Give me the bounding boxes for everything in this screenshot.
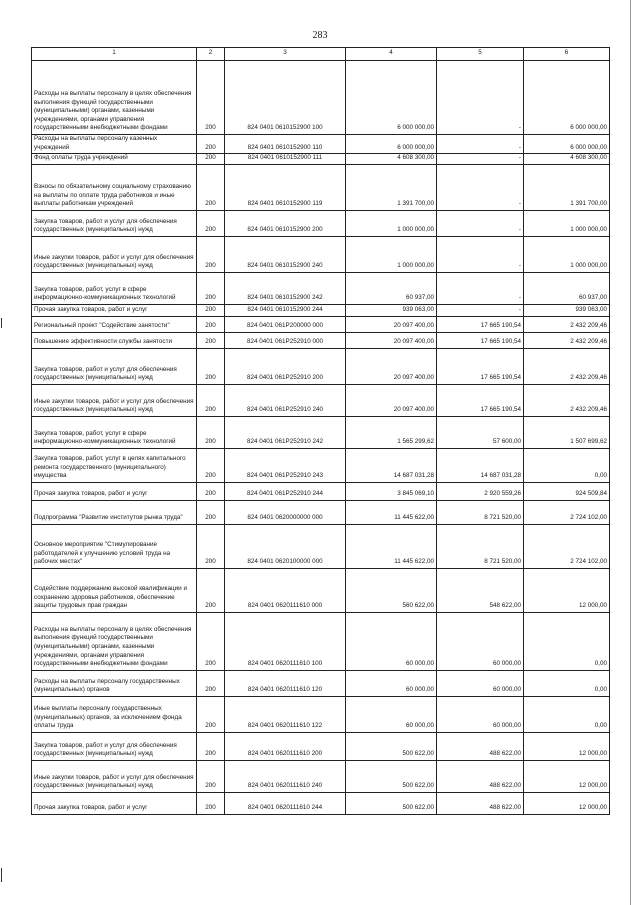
row-name-cell: Иные выплаты персоналу государственных (муниципальных) органов, за исключением фонда оплаты труда <box>32 696 197 732</box>
row-value6-cell: 924 509,84 <box>524 482 610 500</box>
table-row <box>32 612 610 670</box>
table-row <box>32 210 610 236</box>
row-col2-cell: 200 <box>197 304 225 316</box>
row-value5-cell: 17 665 190,54 <box>437 316 524 332</box>
row-value5-cell: 60 000,00 <box>437 696 524 732</box>
row-value5-cell: 60 000,00 <box>437 670 524 696</box>
row-value6-cell: 12 000,00 <box>524 568 610 612</box>
row-col2-cell: 200 <box>197 164 225 210</box>
row-value4-cell: 500 622,00 <box>346 792 437 814</box>
column-header: 2 <box>197 48 225 61</box>
row-value4-cell: 500 622,00 <box>346 760 437 792</box>
row-name-cell: Содействие поддержанию высокой квалификации и сохранению здоровья работников, обеспечение защиты трудовых прав граждан <box>32 568 197 612</box>
row-value5-cell: 488 622,00 <box>437 792 524 814</box>
row-name-cell: Повышение эффективности службы занятости <box>32 332 197 348</box>
row-code-cell: 824 0401 061P252910 240 <box>225 384 346 416</box>
row-name-cell: Прочая закупка товаров, работ и услуг <box>32 482 197 500</box>
row-code-cell: 824 0401 0620111610 122 <box>225 696 346 732</box>
row-code-cell: 824 0401 061P252910 244 <box>225 482 346 500</box>
row-code-cell: 824 0401 0620111610 244 <box>225 792 346 814</box>
row-code-cell: 824 0401 0620111610 100 <box>225 612 346 670</box>
table-row <box>32 416 610 448</box>
table-row <box>32 760 610 792</box>
row-code-cell: 824 0401 0620111610 000 <box>225 568 346 612</box>
row-value6-cell: 0,00 <box>524 448 610 482</box>
row-value5-cell: - <box>437 210 524 236</box>
row-value6-cell: 6 000 000,00 <box>524 61 610 135</box>
row-value5-cell: 17 665 190,54 <box>437 332 524 348</box>
row-value4-cell: 20 097 400,00 <box>346 384 437 416</box>
table-row <box>32 500 610 524</box>
table-row <box>32 792 610 814</box>
table-row <box>32 61 610 135</box>
row-value6-cell: 2 432 209,46 <box>524 332 610 348</box>
row-value6-cell: 2 432 209,46 <box>524 316 610 332</box>
table-row <box>32 482 610 500</box>
table-row <box>32 568 610 612</box>
row-value5-cell: - <box>437 61 524 135</box>
row-name-cell: Иные закупки товаров, работ и услуг для обеспечения государственных (муниципальных) нужд <box>32 760 197 792</box>
budget-table <box>31 47 610 815</box>
row-name-cell: Подпрограмма "Развитие институтов рынка труда" <box>32 500 197 524</box>
row-value4-cell: 939 063,00 <box>346 304 437 316</box>
table-row <box>32 135 610 154</box>
row-name-cell: Расходы на выплаты персоналу в целях обеспечения выполнения функций государственными (муниципальными) органами, казенными учреждениями, органами управления государственными внебюджетными фондами <box>32 61 197 135</box>
row-col2-cell: 200 <box>197 732 225 760</box>
table-row <box>32 448 610 482</box>
row-col2-cell: 200 <box>197 760 225 792</box>
row-col2-cell: 200 <box>197 272 225 304</box>
row-value4-cell: 6 000 000,00 <box>346 61 437 135</box>
row-value5-cell: - <box>437 164 524 210</box>
row-value4-cell: 1 000 000,00 <box>346 210 437 236</box>
column-header: 5 <box>437 48 524 61</box>
row-value6-cell: 2 432 209,46 <box>524 384 610 416</box>
scan-edge-line <box>630 0 631 905</box>
table-row <box>32 154 610 165</box>
row-value4-cell: 560 622,00 <box>346 568 437 612</box>
row-value5-cell: 17 665 190,54 <box>437 348 524 384</box>
row-col2-cell: 200 <box>197 348 225 384</box>
page-number: 283 <box>312 30 328 41</box>
row-col2-cell: 200 <box>197 154 225 165</box>
row-value5-cell: 14 687 031,28 <box>437 448 524 482</box>
row-code-cell: 824 0401 0620000000 000 <box>225 500 346 524</box>
row-col2-cell: 200 <box>197 236 225 272</box>
row-col2-cell: 200 <box>197 568 225 612</box>
row-value6-cell: 0,00 <box>524 612 610 670</box>
row-value4-cell: 1 565 299,62 <box>346 416 437 448</box>
row-value6-cell: 12 000,00 <box>524 760 610 792</box>
row-code-cell: 824 0401 0610152900 240 <box>225 236 346 272</box>
row-value4-cell: 60 000,00 <box>346 696 437 732</box>
row-code-cell: 824 0401 061P252910 242 <box>225 416 346 448</box>
row-value6-cell: 2 724 102,00 <box>524 500 610 524</box>
row-name-cell: Закупка товаров, работ, услуг в сфере информационно-коммуникационных технологий <box>32 272 197 304</box>
scan-margin-mark <box>1 868 2 882</box>
row-name-cell: Прочая закупка товаров, работ и услуг <box>32 304 197 316</box>
row-value5-cell: 548 622,00 <box>437 568 524 612</box>
row-code-cell: 824 0401 0610152900 244 <box>225 304 346 316</box>
row-value4-cell: 4 608 300,00 <box>346 154 437 165</box>
table-row <box>32 696 610 732</box>
row-value4-cell: 20 097 400,00 <box>346 348 437 384</box>
row-name-cell: Основное мероприятие "Стимулирование работодателей к улучшению условий труда на рабочих местах" <box>32 524 197 568</box>
row-value5-cell: - <box>437 304 524 316</box>
row-col2-cell: 200 <box>197 448 225 482</box>
row-value6-cell: 1 000 000,00 <box>524 210 610 236</box>
row-value4-cell: 20 097 400,00 <box>346 332 437 348</box>
row-value4-cell: 60 000,00 <box>346 612 437 670</box>
row-name-cell: Закупка товаров, работ, услуг в сфере информационно-коммуникационных технологий <box>32 416 197 448</box>
row-value6-cell: 6 000 000,00 <box>524 135 610 154</box>
row-value4-cell: 60 000,00 <box>346 670 437 696</box>
table-row <box>32 732 610 760</box>
row-col2-cell: 200 <box>197 416 225 448</box>
row-value4-cell: 60 937,00 <box>346 272 437 304</box>
row-name-cell: Расходы на выплаты персоналу казенных учреждений <box>32 135 197 154</box>
row-code-cell: 824 0401 0610152900 111 <box>225 154 346 165</box>
row-code-cell: 824 0401 0610152900 200 <box>225 210 346 236</box>
row-col2-cell: 200 <box>197 792 225 814</box>
row-value6-cell: 0,00 <box>524 670 610 696</box>
row-value6-cell: 0,00 <box>524 696 610 732</box>
table-row <box>32 670 610 696</box>
column-header: 3 <box>225 48 346 61</box>
row-code-cell: 824 0401 0610152900 110 <box>225 135 346 154</box>
row-name-cell: Прочая закупка товаров, работ и услуг <box>32 792 197 814</box>
row-value5-cell: - <box>437 236 524 272</box>
row-name-cell: Иные закупки товаров, работ и услуг для обеспечения государственных (муниципальных) нужд <box>32 384 197 416</box>
row-col2-cell: 200 <box>197 524 225 568</box>
row-value4-cell: 1 000 000,00 <box>346 236 437 272</box>
row-value6-cell: 1 000 000,00 <box>524 236 610 272</box>
row-col2-cell: 200 <box>197 384 225 416</box>
row-code-cell: 824 0401 0610152900 242 <box>225 272 346 304</box>
table-row <box>32 236 610 272</box>
row-value6-cell: 60 937,00 <box>524 272 610 304</box>
row-code-cell: 824 0401 0620100000 000 <box>225 524 346 568</box>
row-name-cell: Иные закупки товаров, работ и услуг для обеспечения государственных (муниципальных) нужд <box>32 236 197 272</box>
table-row <box>32 272 610 304</box>
row-value5-cell: 8 721 520,00 <box>437 500 524 524</box>
row-value6-cell: 1 391 700,00 <box>524 164 610 210</box>
row-code-cell: 824 0401 0620111610 120 <box>225 670 346 696</box>
row-value4-cell: 11 445 622,00 <box>346 500 437 524</box>
row-code-cell: 824 0401 061P200000 000 <box>225 316 346 332</box>
table-row <box>32 384 610 416</box>
table-row <box>32 316 610 332</box>
row-code-cell: 824 0401 061P252910 000 <box>225 332 346 348</box>
row-name-cell: Взносы по обязательному социальному страхованию на выплаты по оплате труда работников и иные выплаты работникам учреждений <box>32 164 197 210</box>
row-value6-cell: 2 724 102,00 <box>524 524 610 568</box>
row-col2-cell: 200 <box>197 332 225 348</box>
row-name-cell: Региональный проект "Содействие занятости" <box>32 316 197 332</box>
row-value6-cell: 12 000,00 <box>524 792 610 814</box>
table-row <box>32 304 610 316</box>
table-row <box>32 524 610 568</box>
row-code-cell: 824 0401 0610152900 100 <box>225 61 346 135</box>
row-code-cell: 824 0401 0620111610 200 <box>225 732 346 760</box>
row-value6-cell: 1 507 699,62 <box>524 416 610 448</box>
row-col2-cell: 200 <box>197 316 225 332</box>
column-header: 4 <box>346 48 437 61</box>
row-value6-cell: 4 608 300,00 <box>524 154 610 165</box>
row-name-cell: Расходы на выплаты персоналу в целях обеспечения выполнения функций государственными (муниципальными) органами, казенными учреждениями, органами управления государственными внебюджетными фондами <box>32 612 197 670</box>
row-value4-cell: 1 391 700,00 <box>346 164 437 210</box>
row-value5-cell: 488 622,00 <box>437 732 524 760</box>
row-value5-cell: 2 920 559,26 <box>437 482 524 500</box>
row-value5-cell: 17 665 190,54 <box>437 384 524 416</box>
row-value5-cell: 488 622,00 <box>437 760 524 792</box>
column-header: 6 <box>524 48 610 61</box>
row-col2-cell: 200 <box>197 61 225 135</box>
row-code-cell: 824 0401 061P252910 200 <box>225 348 346 384</box>
row-col2-cell: 200 <box>197 612 225 670</box>
row-value4-cell: 500 622,00 <box>346 732 437 760</box>
row-col2-cell: 200 <box>197 210 225 236</box>
row-value6-cell: 12 000,00 <box>524 732 610 760</box>
row-code-cell: 824 0401 061P252910 243 <box>225 448 346 482</box>
row-value4-cell: 6 000 000,00 <box>346 135 437 154</box>
row-value5-cell: 60 000,00 <box>437 612 524 670</box>
row-name-cell: Закупка товаров, работ, услуг в целях капитального ремонта государственного (муниципального) имущества <box>32 448 197 482</box>
row-col2-cell: 200 <box>197 135 225 154</box>
row-code-cell: 824 0401 0620111610 240 <box>225 760 346 792</box>
row-value4-cell: 20 097 400,00 <box>346 316 437 332</box>
row-value6-cell: 939 063,00 <box>524 304 610 316</box>
row-name-cell: Расходы на выплаты персоналу государственных (муниципальных) органов <box>32 670 197 696</box>
table-header-row <box>32 48 610 61</box>
row-value5-cell: 8 721 520,00 <box>437 524 524 568</box>
row-code-cell: 824 0401 0610152900 119 <box>225 164 346 210</box>
table-row <box>32 164 610 210</box>
row-name-cell: Закупка товаров, работ и услуг для обеспечения государственных (муниципальных) нужд <box>32 210 197 236</box>
row-value4-cell: 3 845 069,10 <box>346 482 437 500</box>
row-name-cell: Закупка товаров, работ и услуг для обеспечения государственных (муниципальных) нужд <box>32 348 197 384</box>
column-header: 1 <box>32 48 197 61</box>
row-value5-cell: - <box>437 154 524 165</box>
row-value5-cell: - <box>437 135 524 154</box>
row-name-cell: Закупка товаров, работ и услуг для обеспечения государственных (муниципальных) нужд <box>32 732 197 760</box>
row-col2-cell: 200 <box>197 482 225 500</box>
scan-margin-mark <box>1 318 2 328</box>
table-row <box>32 332 610 348</box>
table-row <box>32 348 610 384</box>
row-col2-cell: 200 <box>197 670 225 696</box>
row-name-cell: Фонд оплаты труда учреждений <box>32 154 197 165</box>
row-col2-cell: 200 <box>197 696 225 732</box>
row-value6-cell: 2 432 209,46 <box>524 348 610 384</box>
row-value5-cell: - <box>437 272 524 304</box>
row-col2-cell: 200 <box>197 500 225 524</box>
row-value5-cell: 57 600,00 <box>437 416 524 448</box>
row-value4-cell: 11 445 622,00 <box>346 524 437 568</box>
row-value4-cell: 14 687 031,28 <box>346 448 437 482</box>
